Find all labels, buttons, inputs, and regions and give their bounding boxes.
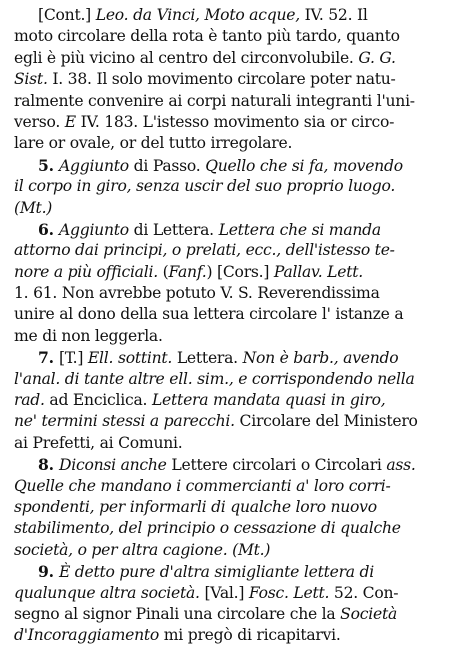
italic-text: Fanf.: [168, 262, 207, 281]
italic-text: ne' termini stessi a parecchi.: [14, 412, 235, 431]
italic-text: società, o per altra cagione. (Mt.): [14, 540, 271, 559]
italic-text: ass.: [386, 456, 416, 475]
italic-text: il corpo in giro, senza uscir del suo proprio luogo.: [14, 177, 396, 196]
text-span: di Lettera.: [128, 220, 219, 239]
text-line: [14, 540, 465, 561]
text-line: [14, 133, 465, 154]
text-span: [Cont.]: [38, 6, 96, 24]
italic-text: rad.: [14, 391, 45, 410]
sense-number: 6.: [38, 219, 59, 239]
text-span: ralmente convenire ai corpi naturali integranti l'uni-: [14, 91, 415, 110]
text-line: [14, 369, 465, 390]
italic-text: Lettera mandata quasi in giro,: [151, 391, 386, 410]
text-line: [14, 219, 465, 240]
italic-text: nore a più officiali.: [14, 262, 158, 281]
text-span: I. 38. Il solo movimento circolare poter natu-: [47, 70, 396, 89]
italic-text: Diconsi anche: [58, 456, 167, 475]
text-line: [14, 454, 465, 475]
text-span: IV. 52. Il: [299, 6, 368, 24]
text-span: moto circolare della rota è tanto più tardo, quanto: [14, 27, 400, 46]
text-span: (: [157, 262, 169, 281]
text-line: [14, 112, 465, 133]
text-span: ai Prefetti, ai Comuni.: [14, 433, 183, 452]
text-line: [14, 390, 465, 411]
text-line: [14, 26, 465, 47]
text-line: [14, 604, 465, 625]
italic-text: Aggiunto: [58, 220, 129, 239]
sense-number: 5.: [38, 155, 59, 175]
text-line: [14, 583, 465, 604]
italic-text: Lettera che si manda: [218, 220, 381, 239]
sense-number: 8.: [38, 455, 59, 475]
text-line: [14, 476, 465, 497]
text-span: [Val.]: [199, 583, 249, 602]
text-span: di Passo.: [128, 156, 206, 175]
text-line: [14, 283, 465, 304]
italic-text: Pallav. Lett.: [273, 262, 363, 281]
text-line: [14, 304, 465, 325]
text-span: unire al dono della sua lettera circolare l' istanze a: [14, 305, 404, 324]
text-span: lare or ovale, or del tutto irregolare.: [14, 134, 293, 153]
text-span: 1. 61. Non avrebbe potuto V. S. Reverendissima: [14, 284, 380, 303]
text-span: ) [Cors.]: [206, 262, 274, 281]
italic-text: E: [64, 112, 76, 131]
text-line: [14, 411, 465, 432]
italic-text: È detto pure d'altra simigliante lettera di: [58, 563, 375, 582]
text-line: [14, 176, 465, 197]
text-line: [14, 518, 465, 539]
italic-text: Quelle che mandano i commercianti a' loro corri-: [14, 476, 391, 495]
italic-text: Società: [340, 604, 398, 623]
text-line: [14, 48, 465, 69]
text-line: [14, 198, 465, 219]
text-span: 52. Con-: [329, 583, 399, 602]
italic-text: attorno dai principi, o prelati, ecc., dell'istesso te-: [14, 241, 395, 260]
italic-text: l'anal. di tante altre ell. sim., e corrispondendo nella: [14, 369, 415, 388]
text-line: [14, 262, 465, 283]
text-line: [14, 155, 465, 176]
text-span: Circolare del Ministero: [234, 412, 418, 431]
text-span: Lettere circolari o Circolari: [166, 456, 387, 475]
italic-text: Leo. da Vinci, Moto acque,: [95, 6, 300, 24]
italic-text: Non è barb., avendo: [242, 349, 399, 368]
text-span: me di non leggerla.: [14, 326, 163, 345]
text-span: mi pregò di ricapitarvi.: [159, 626, 341, 645]
italic-text: spondenti, per informarli di qualche loro nuovo: [14, 497, 377, 516]
text-line: [14, 561, 465, 582]
italic-text: Sist.: [14, 70, 48, 89]
text-line: [14, 433, 465, 454]
italic-text: (Mt.): [14, 198, 53, 217]
italic-text: Fosc. Lett.: [248, 583, 330, 602]
text-line: [14, 240, 465, 261]
italic-text: stabilimento, del principio o cessazione di qualche: [14, 519, 401, 538]
text-line: [14, 5, 465, 26]
text-line: [14, 91, 465, 112]
sense-number: 9.: [38, 562, 59, 582]
text-line: [14, 326, 465, 347]
text-line: [14, 347, 465, 368]
text-span: IV. 183. L'istesso movimento sia or circo-: [75, 112, 395, 131]
text-span: segno al signor Pinali una circolare che la: [14, 604, 341, 623]
italic-text: d'Incoraggiamento: [14, 626, 160, 645]
text-span: verso.: [14, 112, 65, 131]
italic-text: Quello che si fa, movendo: [205, 156, 403, 175]
text-span: ad Enciclica.: [44, 391, 152, 410]
italic-text: Ell. sottint.: [87, 349, 173, 368]
sense-number: 7.: [38, 348, 59, 368]
text-line: [14, 69, 465, 90]
text-span: egli è più vicino al centro del circonvolubile.: [14, 48, 359, 67]
italic-text: qualunque altra società.: [14, 583, 200, 602]
italic-text: G. G.: [358, 48, 396, 67]
text-span: Lettera.: [172, 349, 243, 368]
text-line: [14, 625, 465, 646]
italic-text: Aggiunto: [58, 156, 129, 175]
text-span: [T.]: [58, 349, 88, 368]
text-line: [14, 497, 465, 518]
